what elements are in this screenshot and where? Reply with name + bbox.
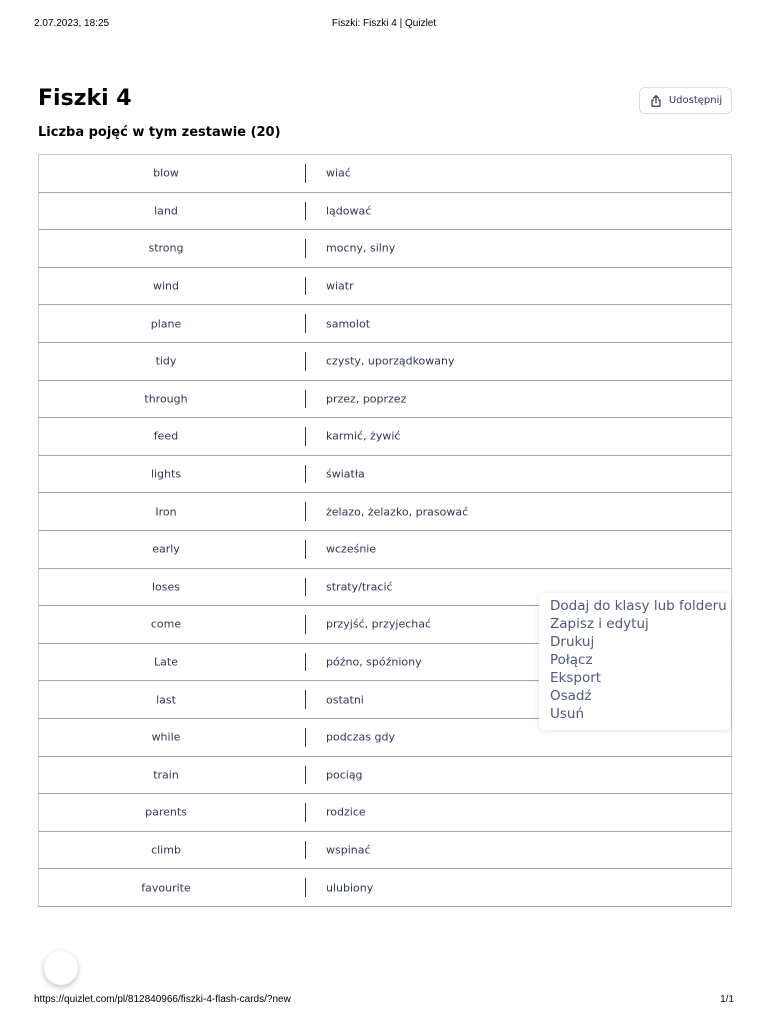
term-divider [305,766,306,785]
term-word: train [153,768,179,782]
term-divider [305,653,306,672]
term-definition: rodzice [326,805,366,819]
terms-table [38,154,732,907]
term-row [38,493,732,531]
floating-action-button[interactable] [44,951,78,985]
term-word: Late [154,655,178,669]
print-footer [34,994,734,1008]
term-word: plane [150,317,182,331]
menu-item[interactable]: Połącz [550,652,593,668]
menu-item[interactable]: Eksport [550,670,602,686]
term-word: lights [150,467,182,481]
print-page-number: 1/1 [720,994,734,1005]
term-divider [305,803,306,822]
term-divider [305,841,306,860]
term-divider [305,578,306,597]
term-row [38,305,732,343]
term-row [38,268,732,306]
share-icon [649,94,663,108]
term-divider [305,239,306,258]
term-word: parents [145,805,187,819]
term-word: wind [152,279,179,293]
term-row [38,832,732,870]
term-word: climb [151,843,181,857]
term-divider [305,540,306,559]
menu-item[interactable]: Osadź [550,688,592,704]
term-divider [305,390,306,409]
share-button[interactable] [639,87,732,114]
term-definition: karmić, żywić [326,429,401,443]
term-word: last [156,693,176,707]
term-definition: światła [326,467,365,481]
print-url: https://quizlet.com/pl/812840966/fiszki-4-flash-cards/?new [34,994,291,1005]
term-definition: późno, spóźniony [326,655,422,669]
term-word: through [144,392,188,406]
term-row [38,230,732,268]
term-definition: przyjść, przyjechać [326,617,432,631]
term-divider [305,314,306,333]
term-definition: wcześnie [326,542,377,556]
term-divider [305,427,306,446]
term-definition: czysty, uporządkowany [326,354,455,368]
term-divider [305,277,306,296]
term-row [38,869,732,907]
term-definition: mocny, silny [326,241,396,255]
print-header [34,18,734,32]
term-divider [305,164,306,183]
term-divider [305,878,306,897]
term-definition: przez, poprzez [326,392,407,406]
menu-item[interactable]: Dodaj do klasy lub folderu [550,598,727,614]
menu-item[interactable]: Usuń [550,706,585,722]
set-title: Fiszki 4 [38,86,132,111]
term-word: strong [148,241,184,255]
term-word: favourite [141,881,191,895]
term-definition: żelazo, żelazko, prasować [326,505,469,519]
term-definition: lądować [326,204,372,218]
term-word: blow [153,166,179,180]
term-word: tidy [155,354,177,368]
term-word: come [150,617,182,631]
term-definition: straty/tracić [326,580,393,594]
term-divider [305,502,306,521]
term-divider [305,202,306,221]
term-definition: wspinać [326,843,371,857]
print-page-title: Fiszki: Fiszki 4 | Quizlet [331,18,437,29]
term-definition: podczas gdy [326,730,395,744]
term-divider [305,465,306,484]
context-menu [539,593,731,730]
term-definition: wiać [326,166,351,180]
term-word: while [151,730,181,744]
term-row [38,418,732,456]
term-row [38,794,732,832]
term-word: feed [153,429,179,443]
term-divider [305,352,306,371]
term-word: Iron [155,505,177,519]
print-datetime: 2.07.2023, 18:25 [34,18,110,29]
share-button-label: Udostępnij [668,95,723,106]
term-divider [305,615,306,634]
term-definition: pociąg [326,768,363,782]
term-definition: ostatni [326,693,364,707]
term-row [38,193,732,231]
term-definition: samolot [326,317,371,331]
term-word: early [152,542,180,556]
term-row [38,456,732,494]
term-row [38,531,732,569]
term-row [38,381,732,419]
term-divider [305,728,306,747]
term-word: land [154,204,178,218]
term-row [38,757,732,795]
term-row [38,155,732,193]
menu-item[interactable]: Drukuj [550,634,595,650]
term-definition: wiatr [326,279,354,293]
terms-heading: Liczba pojęć w tym zestawie (20) [38,125,281,140]
term-divider [305,690,306,709]
term-word: loses [151,580,180,594]
term-row [38,343,732,381]
term-definition: ulubiony [326,881,374,895]
menu-item[interactable]: Zapisz i edytuj [550,616,649,632]
